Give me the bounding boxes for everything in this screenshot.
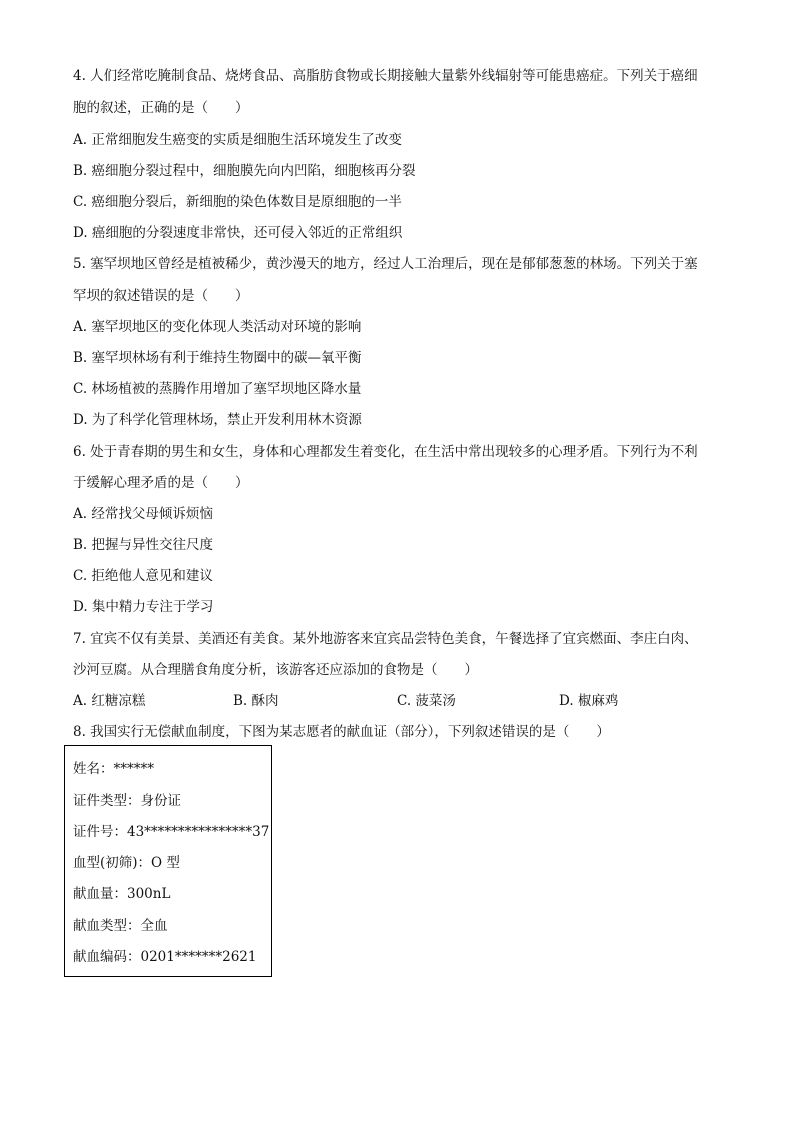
card-donation-code: 献血编码：0201*******2621 (73, 949, 257, 965)
q5-option-b: B. 塞罕坝林场有利于维持生物圈中的碳—氧平衡 (73, 350, 362, 366)
q5-stem-line2: 罕坝的叙述错误的是（ ） (73, 288, 249, 304)
q4-option-d: D. 癌细胞的分裂速度非常快，还可侵入邻近的正常组织 (73, 225, 403, 241)
card-id-number: 证件号：43****************37 (73, 824, 270, 840)
q4-stem-line2: 胞的叙述，正确的是（ ） (73, 100, 249, 116)
card-id-type: 证件类型：身份证 (73, 793, 181, 809)
q4-option-c: C. 癌细胞分裂后，新细胞的染色体数目是原细胞的一半 (73, 194, 402, 210)
q6-option-d: D. 集中精力专注于学习 (73, 599, 214, 615)
q6-stem-line2: 于缓解心理矛盾的是（ ） (73, 475, 249, 491)
q7-stem-line2: 沙河豆腐。从合理膳食角度分析，该游客还应添加的食物是（ ） (73, 662, 478, 678)
q7-option-a: A. 红糖凉糕 (73, 693, 146, 709)
q5-option-d: D. 为了科学化管理林场，禁止开发利用林木资源 (73, 412, 362, 428)
q4-stem-line1: 4. 人们经常吃腌制食品、烧烤食品、高脂肪食物或长期接触大量紫外线辐射等可能患癌症。下列关于癌细 (73, 68, 698, 84)
card-donation-volume: 献血量：300nL (73, 886, 171, 902)
q6-option-b: B. 把握与异性交往尺度 (73, 537, 214, 553)
q7-option-b: B. 酥肉 (233, 693, 279, 709)
card-blood-type: 血型(初筛)：O 型 (73, 855, 180, 871)
q7-stem-line1: 7. 宜宾不仅有美景、美酒还有美食。某外地游客来宜宾品尝特色美食，午餐选择了宜宾燃面、李庄白肉、 (73, 631, 698, 647)
q7-option-d: D. 椒麻鸡 (559, 693, 619, 709)
blood-donation-certificate (64, 745, 272, 977)
q6-option-c: C. 拒绝他人意见和建议 (73, 568, 213, 584)
q7-option-c: C. 菠菜汤 (397, 693, 456, 709)
q7-options-row (73, 691, 733, 711)
q4-option-b: B. 癌细胞分裂过程中，细胞膜先向内凹陷，细胞核再分裂 (73, 163, 416, 179)
q5-stem-line1: 5. 塞罕坝地区曾经是植被稀少，黄沙漫天的地方，经过人工治理后，现在是郁郁葱葱的林场。下列关于塞 (73, 256, 698, 272)
q4-option-a: A. 正常细胞发生癌变的实质是细胞生活环境发生了改变 (73, 132, 402, 148)
q5-option-c: C. 林场植被的蒸腾作用增加了塞罕坝地区降水量 (73, 381, 362, 397)
q6-option-a: A. 经常找父母倾诉烦恼 (73, 506, 213, 522)
card-donation-type: 献血类型：全血 (73, 918, 168, 934)
card-name: 姓名：****** (73, 761, 154, 777)
q6-stem-line1: 6. 处于青春期的男生和女生，身体和心理都发生着变化，在生活中常出现较多的心理矛盾。下列行为不利 (73, 444, 698, 460)
q5-option-a: A. 塞罕坝地区的变化体现人类活动对环境的影响 (73, 319, 362, 335)
q8-stem: 8. 我国实行无偿献血制度，下图为某志愿者的献血证（部分），下列叙述错误的是（ ） (73, 724, 610, 740)
